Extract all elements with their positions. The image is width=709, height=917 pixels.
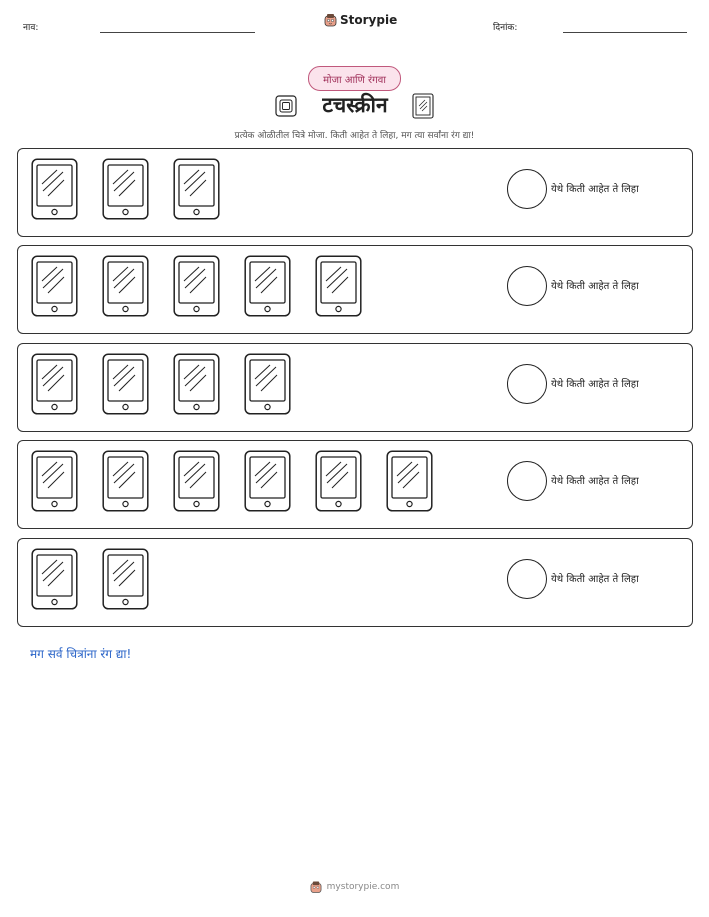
- tablet-icon[interactable]: [173, 255, 220, 317]
- tablet-icon[interactable]: [102, 255, 149, 317]
- tablet-icon: [412, 93, 434, 119]
- tablet-icon[interactable]: [244, 450, 291, 512]
- tablet-icon[interactable]: [31, 353, 78, 415]
- answer-circle[interactable]: [507, 559, 547, 599]
- counting-row: [17, 245, 693, 334]
- answer-label: येथे किती आहेत ते लिहा: [551, 574, 639, 585]
- name-label: नाव:: [23, 23, 39, 33]
- tablet-icon[interactable]: [173, 158, 220, 220]
- tablet-icon[interactable]: [386, 450, 433, 512]
- tablet-icon[interactable]: [173, 353, 220, 415]
- tablet-icon[interactable]: [173, 450, 220, 512]
- answer-circle[interactable]: [507, 266, 547, 306]
- answer-circle[interactable]: [507, 169, 547, 209]
- tablet-icon[interactable]: [244, 255, 291, 317]
- tablet-front-icon: [275, 95, 297, 117]
- date-label: दिनांक:: [493, 23, 518, 33]
- title-row: [0, 91, 709, 121]
- date-line[interactable]: [563, 32, 687, 33]
- tablet-icon[interactable]: [244, 353, 291, 415]
- storypie-logo-icon: [310, 880, 322, 894]
- page-footer: [0, 880, 709, 894]
- storypie-logo-icon: [324, 13, 337, 27]
- tablet-icon[interactable]: [102, 353, 149, 415]
- answer-circle[interactable]: [507, 461, 547, 501]
- tablet-icon[interactable]: [31, 548, 78, 610]
- tablet-group: [31, 255, 362, 317]
- footer-site: mystorypie.com: [326, 882, 400, 892]
- answer-label: येथे किती आहेत ते लिहा: [551, 476, 639, 487]
- brand-name: Storypie: [340, 13, 398, 27]
- counting-row: [17, 538, 693, 627]
- instruction-text: प्रत्येक ओळीतील चित्रे मोजा. किती आहेत ते लिहा, मग त्या सर्वांना रंग द्या!: [234, 131, 475, 141]
- tablet-icon[interactable]: [315, 255, 362, 317]
- worksheet-header: [0, 0, 709, 40]
- color-instruction: मग सर्व चित्रांना रंग द्या!: [30, 647, 132, 661]
- tablet-icon[interactable]: [102, 158, 149, 220]
- tablet-icon[interactable]: [31, 255, 78, 317]
- tablet-icon[interactable]: [31, 158, 78, 220]
- counting-row: [17, 343, 693, 432]
- name-line[interactable]: [100, 32, 255, 33]
- answer-label: येथे किती आहेत ते लिहा: [551, 281, 639, 292]
- answer-label: येथे किती आहेत ते लिहा: [551, 379, 639, 390]
- brand-logo: [324, 13, 397, 27]
- tablet-group: [31, 548, 149, 610]
- tablet-icon[interactable]: [102, 450, 149, 512]
- counting-row: [17, 148, 693, 237]
- tablet-icon[interactable]: [102, 548, 149, 610]
- tablet-icon[interactable]: [315, 450, 362, 512]
- activity-tag: मोजा आणि रंगवा: [308, 66, 401, 91]
- counting-row: [17, 440, 693, 529]
- tablet-icon[interactable]: [31, 450, 78, 512]
- tablet-group: [31, 158, 220, 220]
- page-title: टचस्क्रीन: [322, 93, 388, 117]
- tablet-group: [31, 450, 433, 512]
- answer-label: येथे किती आहेत ते लिहा: [551, 184, 639, 195]
- tablet-group: [31, 353, 291, 415]
- answer-circle[interactable]: [507, 364, 547, 404]
